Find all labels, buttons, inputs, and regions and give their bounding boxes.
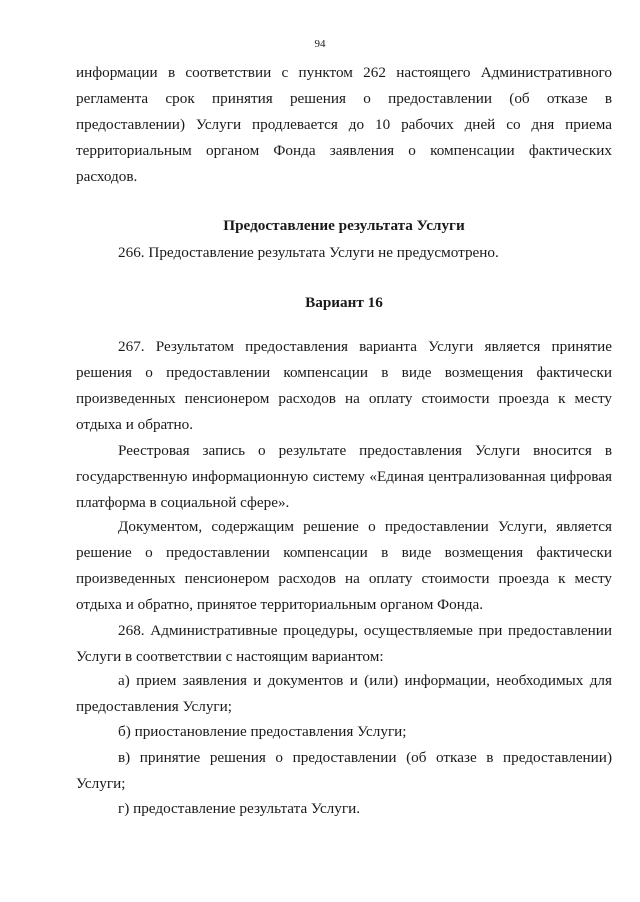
list-item-v: в) принятие решения о предоставлении (об отказе в предоставлении) Услуги; [76,749,612,792]
variant-heading: Вариант 16 [305,294,383,311]
list-item-b: б) приостановление предоставления Услуги; [118,723,407,740]
intro-paragraph: информации в соответствии с пунктом 262 настоящего Административного регламента срок принятия решения о предоставлении (об отказе в предоставлении) Услуги продлевается до 10 рабочих дней со дня приема территориальным органом Фонда заявления о компенсации фактических расходов. [76,64,612,185]
paragraph-267: 267. Результатом предоставления варианта Услуги является принятие решения о предоставлении компенсации в виде возмещения фактически произведенных пенсионером расходов на оплату стоимости проезда к месту отдыха и обратно. [76,338,612,433]
paragraph-266: 266. Предоставление результата Услуги не предусмотрено. [118,244,499,261]
paragraph-268: 268. Административные процедуры, осуществляемые при предоставлении Услуги в соответствии с настоящим вариантом: [76,622,612,665]
page-number: 94 [314,38,326,50]
list-item-a: а) прием заявления и документов и (или) информации, необходимых для предоставления Услуги; [76,672,612,715]
list-item-g: г) предоставление результата Услуги. [118,800,361,817]
paragraph-document: Документом, содержащим решение о предоставлении Услуги, является решение о предоставлении компенсации в виде возмещения фактически произведенных пенсионером расходов на оплату стоимости проезда к месту отдыха и обратно, принятое территориальным органом Фонда. [76,518,612,613]
section-result-heading: Предоставление результата Услуги [223,217,465,234]
paragraph-registry: Реестровая запись о результате предоставления Услуги вносится в государственную информационную систему «Единая централизованная цифровая платформа в социальной сфере». [76,442,612,511]
